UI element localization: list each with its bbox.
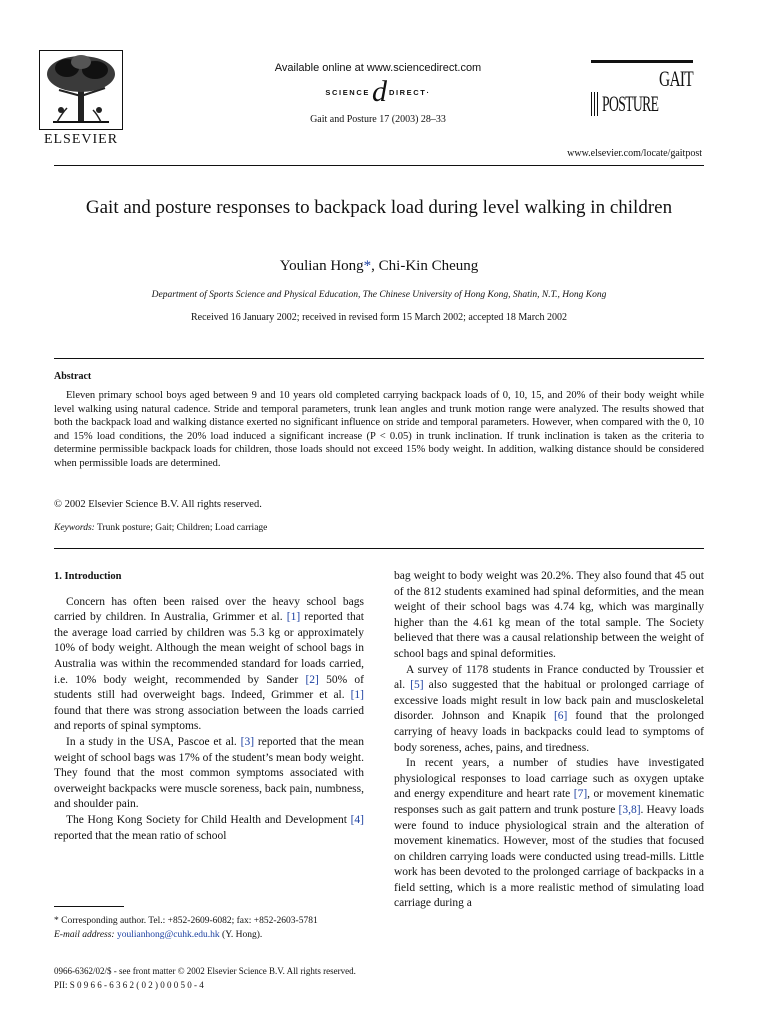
paragraph: In a study in the USA, Pascoe et al. [3] reported that the mean weight of school bags was 17% of the student’s mean body weight. They found that the most common symptoms associated with overweight backpacks were muscle soreness, back pain, numbness, and shoulder pain. — [54, 735, 364, 811]
pii-line: PII: S 0 9 6 6 - 6 3 6 2 ( 0 2 ) 0 0 0 5 0 - 4 — [54, 980, 204, 990]
author-hong: Youlian Hong — [279, 258, 364, 274]
email-label: E-mail address: — [54, 930, 115, 940]
sciencedirect-logo — [250, 75, 506, 108]
publisher-name: ELSEVIER — [43, 132, 119, 147]
keywords — [54, 523, 267, 533]
received-dates: Received 16 January 2002; received in revised form 15 March 2002; accepted 18 March 2002 — [191, 312, 567, 323]
abstract-text: Eleven primary school boys aged between 9 and 10 years old completed carrying backpack loads of 0, 10, 15, and 20% of their body weight while level walking using natural cadence. Stride and temporal parameters, trunk lean angles and trunk motion range were analyzed. The results showed that both the backpack load and walking distance exerted no significant influence on stride and temporal parameters. However, when compared with the 0, 10 and 15% load conditions, the 20% load induced a significant increase (P < 0.05) in trunk inclination. If trunk inclination is taken as the criteria to determine permissible backpack loads for children, those loads should not exceed 15% body weight. In addition, walking distance should be considered when permissible loads are determined. — [54, 390, 704, 469]
citation-link[interactable]: [1] — [286, 611, 301, 624]
corresponding-author-note: * Corresponding author. Tel.: +852-2609-6082; fax: +852-2603-5781 — [54, 916, 318, 926]
page-footer — [54, 964, 356, 992]
affiliation: Department of Sports Science and Physical Education, The Chinese University of Hong Kong, Shatin, N.T., Hong Kong — [151, 290, 607, 300]
abstract-heading: Abstract — [54, 371, 92, 382]
citation-link[interactable]: [4] — [350, 813, 364, 826]
paragraph: A survey of 1178 students in France conducted by Troussier et al. [5] also suggested that the habitual or prolonged carriage of excessive loads might result in low back pain and muscloskeletal disorder. Johnson and Knapik [6] found that the prolonged carrying of heavy loads in backpacks could lead to symptoms of body soreness, aches, pains, and tiredness. — [394, 663, 704, 754]
citation-link[interactable]: [1] — [350, 689, 364, 702]
citation-link[interactable]: [7] — [573, 788, 588, 801]
citation-link[interactable]: [5] — [410, 679, 424, 692]
left-column — [54, 569, 364, 844]
journal-url-link[interactable]: www.elsevier.com/locate/gaitpost — [567, 148, 702, 159]
header-divider — [54, 165, 704, 166]
issn-line: 0966-6362/02/$ - see front matter © 2002 Elsevier Science B.V. All rights reserved. — [54, 966, 356, 976]
abstract-copyright: © 2002 Elsevier Science B.V. All rights reserved. — [54, 499, 262, 510]
abstract-top-divider — [54, 358, 704, 359]
paragraph: The Hong Kong Society for Child Health and Development [4] reported that the mean ratio of school — [54, 813, 364, 842]
elsevier-tree-icon — [39, 50, 123, 130]
author-cheung: , Chi-Kin Cheung — [371, 258, 479, 274]
paragraph: bag weight to body weight was 20.2%. They also found that 45 out of the 812 students examined had spinal deformities, and the mean weight of their school bags was 4.74 kg, which was marginally higher than the 4.61 kg mean of the total sample. The Society believed that there was a causal relationship between the weight of school bags and spinal deformities. — [394, 570, 704, 660]
sd-at-icon: d — [371, 75, 387, 108]
footnote-divider — [54, 906, 124, 907]
sd-right-text: DIRECT· — [388, 87, 431, 97]
elsevier-logo — [22, 50, 140, 148]
corresponding-author-link[interactable]: * — [363, 258, 372, 274]
author-list — [54, 258, 704, 275]
paragraph: Concern has often been raised over the heavy school bags carried by children. In Australia, Grimmer et al. [1] reported that the average load carried by children was 5.3 kg or approximately 10% of body weight. Although the mean weight of school bags in Australia was within the recommended standard for loads carried, i.e. 10% body weight, recommended by Sander [2] 50% of students still had overweight bags. Indeed, Grimmer et al. [1] found that there was strong association between the loads carried and reports of spinal symptoms. — [54, 595, 365, 733]
citation-link[interactable]: [2] — [305, 673, 319, 686]
logo-posture-text: POSTURE — [602, 91, 659, 116]
email-line — [54, 928, 364, 942]
journal-reference: Gait and Posture 17 (2003) 28–33 — [310, 114, 446, 125]
abstract-bottom-divider — [54, 548, 704, 549]
right-column — [394, 569, 704, 912]
email-link[interactable]: youlianhong@cuhk.edu.hk — [116, 930, 220, 940]
email-suffix: (Y. Hong). — [219, 930, 263, 940]
available-online-text[interactable]: Available online at www.sciencedirect.com — [274, 62, 482, 74]
keywords-list: Trunk posture; Gait; Children; Load carriage — [97, 523, 268, 533]
sd-left-text: SCIENCE — [325, 87, 370, 97]
logo-gait-text: GAIT — [659, 66, 693, 91]
logo-stripes-icon — [591, 92, 600, 116]
citation-link[interactable]: [3] — [240, 735, 255, 748]
logo-top-bar — [591, 60, 693, 63]
keywords-label: Keywords: — [54, 523, 95, 533]
article-title: Gait and posture responses to backpack load during level walking in children — [85, 197, 673, 218]
section-heading-introduction: 1. Introduction — [54, 571, 122, 582]
footnote — [54, 914, 364, 942]
gait-posture-logo — [591, 60, 693, 138]
journal-masthead — [250, 62, 506, 125]
paragraph: In recent years, a number of studies have investigated physiological responses to load carriage such as oxygen uptake and energy expenditure and heart rate [7], or movement kinematic responses such as gait pattern and trunk posture [3,8]. Heavy loads were found to induce physiological strain and the alteration of movement kinematics. However, most of the studies that focused on children carrying loads were conducted using tread-mills. Little work has been devoted to the prolonged carriage of backpacks in a field setting, which is a more realistic method of simulating load carriage during a — [394, 757, 704, 910]
citation-link[interactable]: [3,8] — [618, 803, 641, 816]
citation-link[interactable]: [6] — [553, 710, 568, 723]
